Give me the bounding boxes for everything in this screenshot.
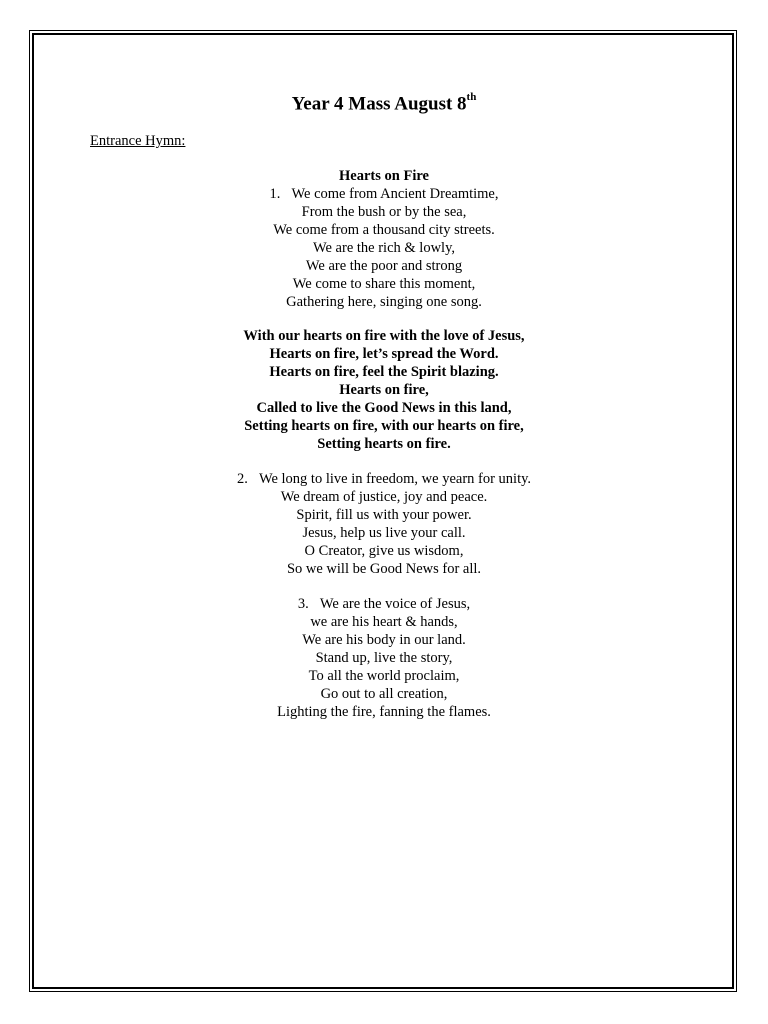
verse-2-line-4: Jesus, help us live your call. bbox=[302, 525, 466, 541]
verse-1-line-7: Gathering here, singing one song. bbox=[286, 294, 482, 310]
verse-1-line-6: We come to share this moment, bbox=[292, 276, 476, 292]
verse-3-line-1 bbox=[0, 595, 768, 613]
chorus-line-1: With our hearts on fire with the love of Jesus, bbox=[243, 328, 525, 344]
verse-1-line-5: We are the poor and strong bbox=[305, 258, 463, 274]
verse-1-number: 1. bbox=[269, 186, 281, 202]
verse-2-line-5: O Creator, give us wisdom, bbox=[304, 543, 464, 559]
section-label-entrance-hymn: Entrance Hymn: bbox=[90, 133, 186, 149]
verse-2-line-1 bbox=[0, 470, 768, 488]
hymn-verse-2-block bbox=[0, 470, 768, 578]
verse-1-line-1 bbox=[0, 185, 768, 203]
verse-3-line-3: We are his body in our land. bbox=[302, 632, 466, 648]
document-title bbox=[0, 93, 768, 115]
verse-2-number: 2. bbox=[236, 471, 248, 487]
verse-1-line-4: We are the rich & lowly, bbox=[312, 240, 456, 256]
hymn-verse-3-block bbox=[0, 595, 768, 721]
verse-3-line-2: we are his heart & hands, bbox=[310, 614, 458, 630]
verse-1-line-3: We come from a thousand city streets. bbox=[273, 222, 495, 238]
chorus-line-7: Setting hearts on fire. bbox=[317, 436, 451, 452]
chorus-line-2: Hearts on fire, let’s spread the Word. bbox=[269, 346, 499, 362]
title-text: Year 4 Mass August 8 bbox=[291, 93, 467, 115]
hymn-verse-1-block bbox=[0, 167, 768, 311]
title-superscript: th bbox=[466, 91, 477, 103]
verse-2-line-6: So we will be Good News for all. bbox=[286, 561, 482, 577]
hymn-chorus-block bbox=[0, 327, 768, 453]
verse-3-number: 3. bbox=[297, 596, 309, 612]
verse-3-line-6: Go out to all creation, bbox=[320, 686, 448, 702]
verse-3-line-5: To all the world proclaim, bbox=[308, 668, 460, 684]
chorus-line-6: Setting hearts on fire, with our hearts on fire, bbox=[244, 418, 524, 434]
chorus-line-5: Called to live the Good News in this land, bbox=[256, 400, 512, 416]
verse-1-line-2: From the bush or by the sea, bbox=[301, 204, 467, 220]
hymn-title: Hearts on Fire bbox=[339, 168, 429, 184]
verse-2-line-2: We dream of justice, joy and peace. bbox=[280, 489, 488, 505]
verse-line: We come from Ancient Dreamtime, bbox=[291, 186, 499, 202]
verse-line: We are the voice of Jesus, bbox=[319, 596, 471, 612]
chorus-line-3: Hearts on fire, feel the Spirit blazing. bbox=[269, 364, 499, 380]
verse-line: We long to live in freedom, we yearn for unity. bbox=[258, 471, 532, 487]
chorus-line-4: Hearts on fire, bbox=[339, 382, 429, 398]
verse-3-line-4: Stand up, live the story, bbox=[315, 650, 453, 666]
verse-2-line-3: Spirit, fill us with your power. bbox=[296, 507, 472, 523]
verse-3-line-7: Lighting the fire, fanning the flames. bbox=[277, 704, 491, 720]
